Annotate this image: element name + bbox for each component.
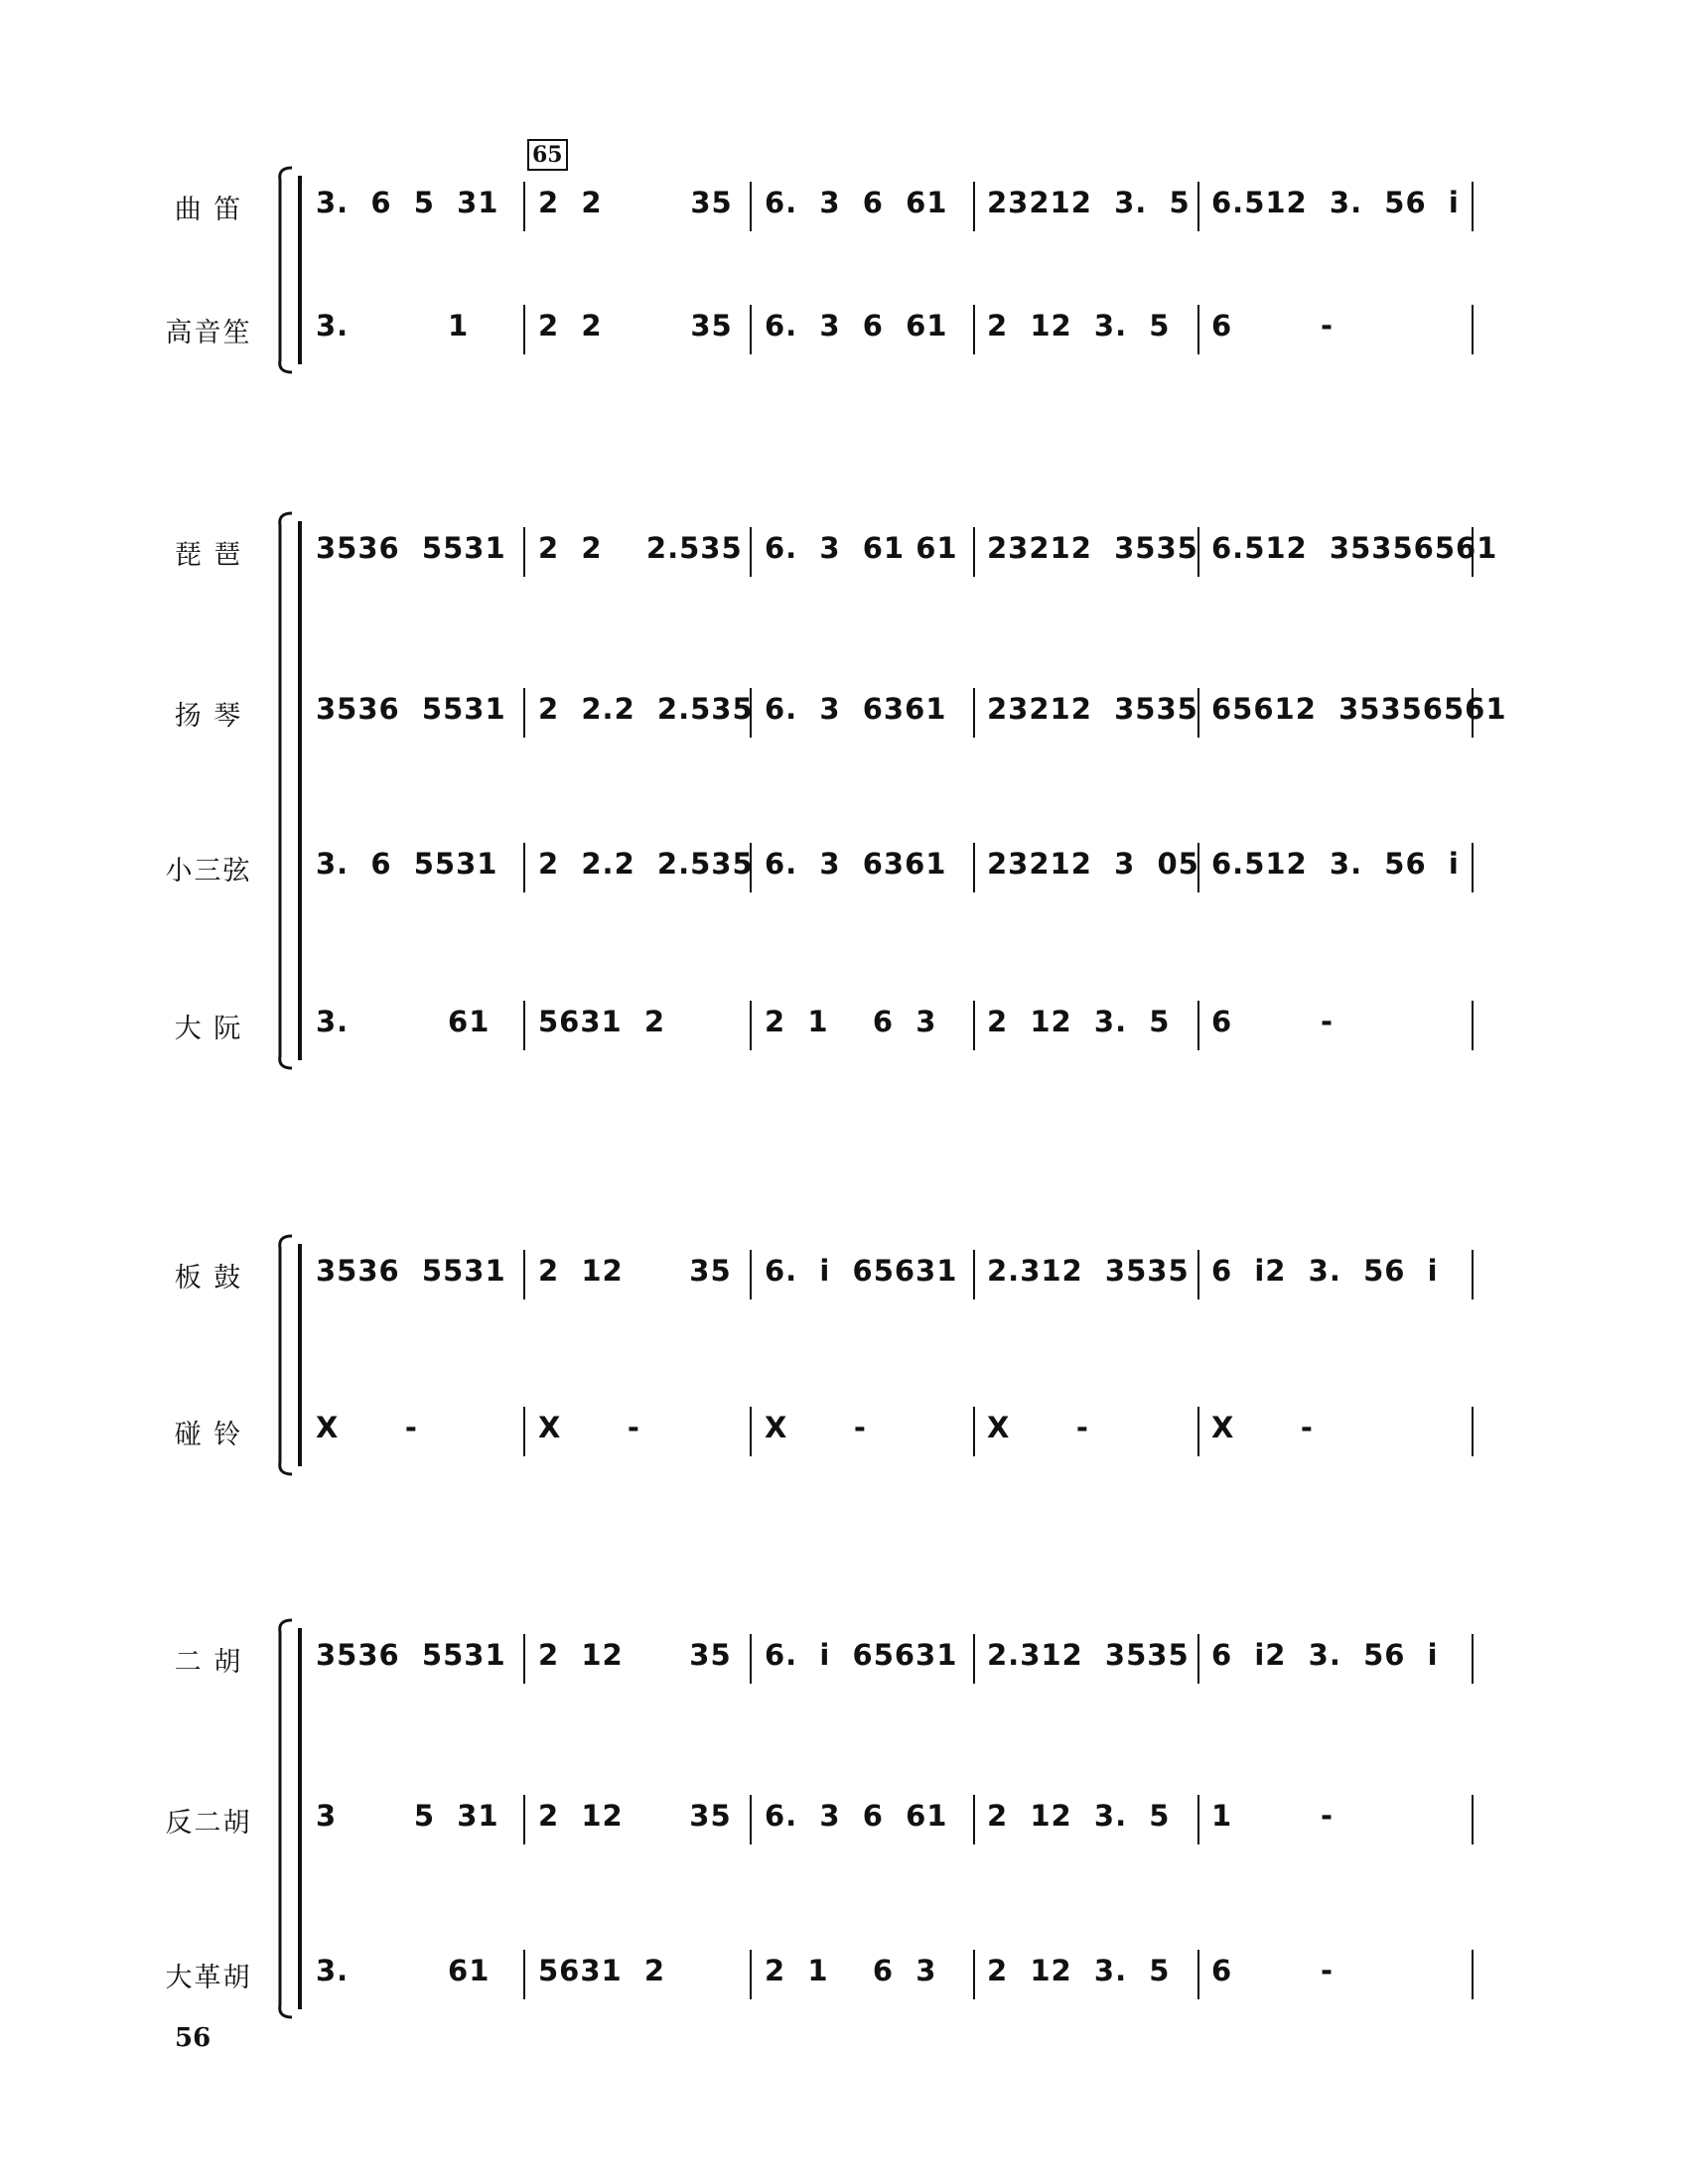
measure-notes: 2 12 3. 5 — [987, 309, 1171, 342]
measure-notes: 3. 61 — [316, 1005, 491, 1038]
barline — [973, 688, 975, 738]
barline — [1472, 1950, 1474, 1999]
barline — [1472, 843, 1474, 892]
system-start-line — [298, 521, 302, 1060]
measure-notes: 3. 6 5531 — [316, 847, 498, 881]
measure-notes: 6.512 35356561 — [1211, 531, 1498, 565]
measure-notes: X - — [1211, 1411, 1314, 1444]
measure-notes: 6 i2 3. 56 i — [1211, 1638, 1439, 1672]
barline — [750, 688, 752, 738]
measure-notes: X - — [765, 1411, 867, 1444]
barline — [750, 527, 752, 577]
measure-notes: 5631 2 — [538, 1954, 666, 1987]
barline — [523, 182, 525, 231]
measure-notes: 6. 3 6361 — [765, 692, 947, 726]
measure-notes: 23212 3535 — [987, 692, 1198, 726]
barline — [523, 1795, 525, 1844]
barline — [750, 1250, 752, 1299]
instrument-name: 扬 琴 — [174, 701, 243, 732]
barline — [523, 1001, 525, 1050]
barline — [750, 305, 752, 354]
barline — [750, 1001, 752, 1050]
instrument-name: 小三弦 — [165, 856, 252, 887]
barline — [523, 843, 525, 892]
measure-notes: 6. 3 6 61 — [765, 309, 948, 342]
system-brace — [272, 511, 296, 1070]
measure-notes: 3 5 31 — [316, 1799, 499, 1833]
barline — [1197, 1407, 1199, 1456]
page-number: 56 — [175, 2023, 211, 2053]
barline — [973, 1001, 975, 1050]
measure-notes: 1 - — [1211, 1799, 1334, 1833]
barline — [523, 1634, 525, 1684]
barline — [1197, 843, 1199, 892]
barline — [1472, 1795, 1474, 1844]
barline — [1472, 1407, 1474, 1456]
measure-notes: 3. 61 — [316, 1954, 491, 1987]
barline — [1197, 1250, 1199, 1299]
barline — [1472, 1001, 1474, 1050]
measure-notes: X - — [538, 1411, 640, 1444]
measure-notes: 2 12 35 — [538, 1799, 732, 1833]
measure-notes: 6. i 65631 — [765, 1638, 958, 1672]
barline — [750, 1950, 752, 1999]
barline — [1472, 182, 1474, 231]
measure-notes: 6. 3 6 61 — [765, 1799, 948, 1833]
instrument-name: 碰 铃 — [174, 1420, 243, 1450]
system-brace — [272, 166, 296, 374]
measure-notes: 23212 3535 — [987, 531, 1198, 565]
instrument-name: 曲 笛 — [174, 195, 243, 225]
measure-notes: 65612 35356561 — [1211, 692, 1507, 726]
system-start-line — [298, 176, 302, 364]
barline — [1197, 688, 1199, 738]
barline — [523, 1250, 525, 1299]
system-brace — [272, 1234, 296, 1476]
instrument-name: 二 胡 — [174, 1647, 243, 1678]
barline — [1472, 1634, 1474, 1684]
measure-notes: 2 2.2 2.535 — [538, 847, 754, 881]
barline — [1197, 1795, 1199, 1844]
barline — [973, 1407, 975, 1456]
instrument-name: 大 阮 — [174, 1014, 243, 1044]
instrument-name: 高音笙 — [165, 318, 252, 348]
measure-notes: 6 - — [1211, 309, 1334, 342]
measure-notes: 2 2 35 — [538, 309, 733, 342]
measure-notes: 3. 6 5 31 — [316, 186, 499, 219]
system-brace — [272, 1618, 296, 2019]
barline — [1197, 527, 1199, 577]
measure-notes: 6 - — [1211, 1005, 1334, 1038]
measure-notes: 2.312 3535 — [987, 1638, 1190, 1672]
measure-notes: X - — [987, 1411, 1089, 1444]
measure-notes: 2 1 6 3 — [765, 1954, 937, 1987]
measure-notes: X - — [316, 1411, 418, 1444]
measure-notes: 3536 5531 — [316, 1254, 506, 1288]
barline — [750, 1407, 752, 1456]
barline — [973, 1795, 975, 1844]
instrument-name: 板 鼓 — [174, 1263, 243, 1294]
barline — [1472, 688, 1474, 738]
barline — [1197, 182, 1199, 231]
barline — [750, 1634, 752, 1684]
measure-notes: 5631 2 — [538, 1005, 666, 1038]
barline — [973, 527, 975, 577]
measure-notes: 6. 3 61 61 — [765, 531, 958, 565]
measure-notes: 2 12 3. 5 — [987, 1799, 1171, 1833]
measure-notes: 2 2 2.535 — [538, 531, 743, 565]
barline — [523, 688, 525, 738]
barline — [523, 527, 525, 577]
barline — [750, 843, 752, 892]
measure-notes: 2 2 35 — [538, 186, 733, 219]
instrument-name: 大革胡 — [165, 1963, 252, 1993]
barline — [1472, 1250, 1474, 1299]
system-start-line — [298, 1628, 302, 2009]
barline — [1197, 305, 1199, 354]
measure-notes: 6.512 3. 56 i — [1211, 186, 1460, 219]
measure-notes: 6 i2 3. 56 i — [1211, 1254, 1439, 1288]
barline — [1197, 1634, 1199, 1684]
measure-notes: 23212 3 05 — [987, 847, 1199, 881]
measure-notes: 6 - — [1211, 1954, 1334, 1987]
barline — [1197, 1001, 1199, 1050]
barline — [973, 1950, 975, 1999]
measure-notes: 6. i 65631 — [765, 1254, 958, 1288]
barline — [523, 305, 525, 354]
measure-notes: 3536 5531 — [316, 692, 506, 726]
barline — [1472, 527, 1474, 577]
measure-notes: 2 2.2 2.535 — [538, 692, 754, 726]
barline — [973, 843, 975, 892]
measure-notes: 3536 5531 — [316, 1638, 506, 1672]
measure-notes: 2.312 3535 — [987, 1254, 1190, 1288]
barline — [1197, 1950, 1199, 1999]
barline — [523, 1950, 525, 1999]
instrument-name: 反二胡 — [165, 1808, 252, 1839]
rehearsal-mark: 65 — [527, 139, 568, 171]
barline — [523, 1407, 525, 1456]
barline — [750, 1795, 752, 1844]
barline — [973, 182, 975, 231]
system-start-line — [298, 1244, 302, 1466]
measure-notes: 2 1 6 3 — [765, 1005, 937, 1038]
barline — [1472, 305, 1474, 354]
barline — [750, 182, 752, 231]
measure-notes: 3536 5531 — [316, 531, 506, 565]
measure-notes: 6. 3 6361 — [765, 847, 947, 881]
barline — [973, 1634, 975, 1684]
barline — [973, 305, 975, 354]
measure-notes: 2 12 3. 5 — [987, 1954, 1171, 1987]
measure-notes: 2 12 3. 5 — [987, 1005, 1171, 1038]
measure-notes: 6.512 3. 56 i — [1211, 847, 1460, 881]
measure-notes: 3. 1 — [316, 309, 470, 342]
barline — [973, 1250, 975, 1299]
measure-notes: 6. 3 6 61 — [765, 186, 948, 219]
measure-notes: 2 12 35 — [538, 1638, 732, 1672]
measure-notes: 2 12 35 — [538, 1254, 732, 1288]
measure-notes: 23212 3. 5 — [987, 186, 1191, 219]
instrument-name: 琵 琶 — [174, 540, 243, 571]
